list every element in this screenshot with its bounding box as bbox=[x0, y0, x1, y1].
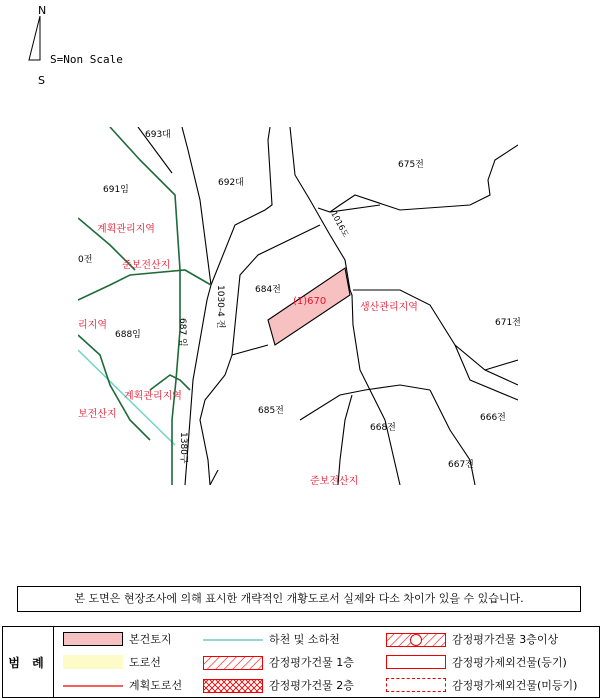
legend-item: 본건토지 bbox=[63, 630, 172, 648]
zone-label: 준보전산지 bbox=[122, 260, 171, 271]
red-dashed-swatch bbox=[386, 678, 446, 692]
parcel-label: 667전 bbox=[448, 460, 474, 470]
parcel-label: 671전 bbox=[495, 318, 521, 328]
legend-item: 감정평가건물 3층이상 bbox=[386, 630, 558, 648]
parcel-label: 692대 bbox=[218, 178, 244, 188]
legend-item: 감정평가제외건물(미등기) bbox=[386, 676, 577, 694]
parcel-label: 687 임 bbox=[177, 318, 187, 347]
zone-label: 리지역 bbox=[78, 320, 107, 331]
parcel-label: 688임 bbox=[115, 330, 141, 340]
legend-item: 도로선 bbox=[63, 653, 161, 671]
legend-item: 감정평가건물 1층 bbox=[203, 653, 354, 671]
parcel-label: 0전 bbox=[78, 255, 93, 265]
scale-label: S=Non Scale bbox=[50, 53, 123, 66]
subject-parcel-label: (1)670 bbox=[293, 296, 327, 307]
red-hatch-swatch bbox=[203, 655, 263, 669]
pink-fill-swatch bbox=[63, 632, 123, 646]
parcel-label: 685전 bbox=[258, 406, 284, 416]
parcel-label: 1380구 bbox=[178, 432, 188, 464]
parcel-label: 693대 bbox=[145, 130, 171, 140]
north-label: N bbox=[38, 4, 47, 17]
red-line-swatch bbox=[63, 678, 123, 692]
zone-label: 보전산지 bbox=[78, 409, 117, 420]
cyan-line-swatch bbox=[203, 632, 263, 646]
zone-label: 계획관리지역 bbox=[97, 224, 155, 235]
parcel-label: 1016도 bbox=[329, 209, 351, 239]
parcel-label: 668전 bbox=[370, 423, 396, 433]
planning-lines bbox=[78, 127, 211, 485]
yellow-fill-swatch bbox=[63, 655, 123, 669]
disclaimer-text: 본 도면은 현장조사에 의해 표시한 개략적인 개황도로서 실제와 다소 차이가 있을 수 있습니다. bbox=[17, 586, 581, 612]
zone-label: 생산관리지역 bbox=[360, 302, 418, 313]
legend bbox=[2, 626, 600, 698]
legend-item: 감정평가건물 2층 bbox=[203, 676, 354, 694]
red-hatch-circle-swatch bbox=[386, 632, 446, 646]
parcel-label: 691임 bbox=[103, 185, 129, 195]
parcel-label: 675전 bbox=[398, 160, 424, 170]
parcel-label: 666전 bbox=[480, 413, 506, 423]
zone-label: 계획관리지역 bbox=[124, 391, 182, 402]
legend-item: 계획도로선 bbox=[63, 676, 182, 694]
red-crosshatch-swatch bbox=[203, 678, 263, 692]
red-outline-swatch bbox=[386, 655, 446, 669]
south-label: S bbox=[38, 74, 45, 87]
parcel-label: 684전 bbox=[255, 285, 281, 295]
parcel-label: 1030-4 전 bbox=[215, 285, 225, 329]
legend-item: 하천 및 소하천 bbox=[203, 630, 340, 648]
zone-label: 준보전산지 bbox=[310, 476, 359, 487]
legend-item: 감정평가제외건물(등기) bbox=[386, 653, 567, 671]
legend-title: 범 례 bbox=[3, 627, 54, 697]
